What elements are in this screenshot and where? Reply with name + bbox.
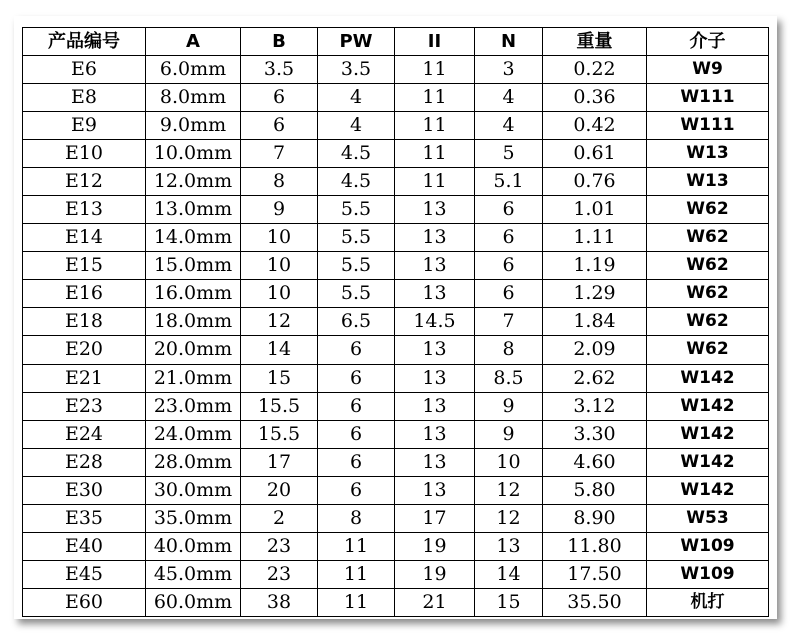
a-cell: 21.0mm: [146, 364, 241, 392]
pw-cell: 6: [318, 448, 395, 476]
b-cell: 10: [241, 224, 318, 252]
ii-cell: 13: [395, 196, 475, 224]
product-code-cell: E15: [23, 252, 146, 280]
a-cell: 16.0mm: [146, 280, 241, 308]
n-cell: 9: [475, 420, 543, 448]
table-row: [23, 140, 769, 168]
washer-cell: W13: [647, 140, 769, 168]
weight-cell: 3.12: [543, 392, 647, 420]
product-code-cell: E24: [23, 420, 146, 448]
ii-cell: 13: [395, 336, 475, 364]
ii-cell: 14.5: [395, 308, 475, 336]
product-code-cell: E23: [23, 392, 146, 420]
pw-cell: 6.5: [318, 308, 395, 336]
product-code-cell: E8: [23, 84, 146, 112]
b-cell: 15.5: [241, 392, 318, 420]
b-cell: 14: [241, 336, 318, 364]
washer-cell: W62: [647, 280, 769, 308]
washer-cell: W142: [647, 364, 769, 392]
b-cell: 6: [241, 112, 318, 140]
b-cell: 15.5: [241, 420, 318, 448]
n-cell: 3: [475, 56, 543, 84]
table-row: [23, 588, 769, 616]
pw-cell: 4: [318, 84, 395, 112]
pw-cell: 5.5: [318, 280, 395, 308]
b-cell: 17: [241, 448, 318, 476]
weight-cell: 1.11: [543, 224, 647, 252]
ii-cell: 11: [395, 112, 475, 140]
header-washer: 介子: [647, 28, 769, 56]
table-row: [23, 168, 769, 196]
washer-cell: W62: [647, 336, 769, 364]
weight-cell: 1.01: [543, 196, 647, 224]
weight-cell: 5.80: [543, 476, 647, 504]
pw-cell: 4.5: [318, 168, 395, 196]
ii-cell: 13: [395, 448, 475, 476]
product-code-cell: E10: [23, 140, 146, 168]
b-cell: 38: [241, 588, 318, 616]
product-code-cell: E12: [23, 168, 146, 196]
b-cell: 9: [241, 196, 318, 224]
n-cell: 12: [475, 504, 543, 532]
weight-cell: 0.61: [543, 140, 647, 168]
ii-cell: 11: [395, 168, 475, 196]
product-code-cell: E9: [23, 112, 146, 140]
table-body: [23, 56, 769, 617]
a-cell: 12.0mm: [146, 168, 241, 196]
pw-cell: 11: [318, 532, 395, 560]
pw-cell: 11: [318, 560, 395, 588]
spec-table: [22, 27, 769, 617]
header-a: A: [146, 28, 241, 56]
pw-cell: 11: [318, 588, 395, 616]
n-cell: 12: [475, 476, 543, 504]
a-cell: 20.0mm: [146, 336, 241, 364]
weight-cell: 2.62: [543, 364, 647, 392]
ii-cell: 13: [395, 392, 475, 420]
weight-cell: 35.50: [543, 588, 647, 616]
pw-cell: 3.5: [318, 56, 395, 84]
a-cell: 24.0mm: [146, 420, 241, 448]
a-cell: 14.0mm: [146, 224, 241, 252]
b-cell: 23: [241, 560, 318, 588]
weight-cell: 0.76: [543, 168, 647, 196]
a-cell: 30.0mm: [146, 476, 241, 504]
product-code-cell: E40: [23, 532, 146, 560]
washer-cell: W62: [647, 308, 769, 336]
table-row: [23, 112, 769, 140]
b-cell: 7: [241, 140, 318, 168]
ii-cell: 13: [395, 252, 475, 280]
b-cell: 23: [241, 532, 318, 560]
washer-cell: W142: [647, 392, 769, 420]
n-cell: 6: [475, 224, 543, 252]
weight-cell: 0.36: [543, 84, 647, 112]
washer-cell: W142: [647, 420, 769, 448]
b-cell: 8: [241, 168, 318, 196]
pw-cell: 8: [318, 504, 395, 532]
ii-cell: 21: [395, 588, 475, 616]
n-cell: 13: [475, 532, 543, 560]
b-cell: 10: [241, 280, 318, 308]
weight-cell: 1.29: [543, 280, 647, 308]
washer-cell: W9: [647, 56, 769, 84]
pw-cell: 6: [318, 476, 395, 504]
weight-cell: 8.90: [543, 504, 647, 532]
table-row: [23, 336, 769, 364]
a-cell: 15.0mm: [146, 252, 241, 280]
ii-cell: 13: [395, 420, 475, 448]
product-code-cell: E45: [23, 560, 146, 588]
table-row: [23, 252, 769, 280]
weight-cell: 17.50: [543, 560, 647, 588]
washer-cell: W109: [647, 560, 769, 588]
product-code-cell: E60: [23, 588, 146, 616]
washer-cell: W142: [647, 448, 769, 476]
pw-cell: 6: [318, 420, 395, 448]
pw-cell: 5.5: [318, 252, 395, 280]
product-code-cell: E18: [23, 308, 146, 336]
pw-cell: 6: [318, 364, 395, 392]
weight-cell: 0.22: [543, 56, 647, 84]
washer-cell: W111: [647, 112, 769, 140]
header-pw: PW: [318, 28, 395, 56]
a-cell: 10.0mm: [146, 140, 241, 168]
pw-cell: 6: [318, 336, 395, 364]
a-cell: 13.0mm: [146, 196, 241, 224]
ii-cell: 11: [395, 84, 475, 112]
table-row: [23, 420, 769, 448]
ii-cell: 17: [395, 504, 475, 532]
weight-cell: 1.84: [543, 308, 647, 336]
washer-cell: W13: [647, 168, 769, 196]
n-cell: 6: [475, 252, 543, 280]
washer-cell: W109: [647, 532, 769, 560]
table-row: [23, 196, 769, 224]
n-cell: 4: [475, 84, 543, 112]
product-code-cell: E28: [23, 448, 146, 476]
table-row: [23, 476, 769, 504]
table-row: [23, 308, 769, 336]
a-cell: 45.0mm: [146, 560, 241, 588]
washer-cell: W142: [647, 476, 769, 504]
product-code-cell: E35: [23, 504, 146, 532]
pw-cell: 5.5: [318, 196, 395, 224]
n-cell: 8.5: [475, 364, 543, 392]
pw-cell: 5.5: [318, 224, 395, 252]
b-cell: 2: [241, 504, 318, 532]
b-cell: 20: [241, 476, 318, 504]
header-product-code: 产品编号: [23, 28, 146, 56]
table-row: [23, 532, 769, 560]
washer-cell: W53: [647, 504, 769, 532]
n-cell: 9: [475, 392, 543, 420]
b-cell: 10: [241, 252, 318, 280]
n-cell: 6: [475, 280, 543, 308]
b-cell: 12: [241, 308, 318, 336]
header-ii: II: [395, 28, 475, 56]
table-row: [23, 560, 769, 588]
weight-cell: 4.60: [543, 448, 647, 476]
a-cell: 8.0mm: [146, 84, 241, 112]
weight-cell: 11.80: [543, 532, 647, 560]
table-row: [23, 364, 769, 392]
product-code-cell: E16: [23, 280, 146, 308]
header-n: N: [475, 28, 543, 56]
weight-cell: 1.19: [543, 252, 647, 280]
a-cell: 28.0mm: [146, 448, 241, 476]
ii-cell: 11: [395, 56, 475, 84]
product-code-cell: E14: [23, 224, 146, 252]
table-row: [23, 280, 769, 308]
header-row: [23, 28, 769, 56]
product-code-cell: E6: [23, 56, 146, 84]
pw-cell: 6: [318, 392, 395, 420]
ii-cell: 11: [395, 140, 475, 168]
product-code-cell: E21: [23, 364, 146, 392]
washer-cell: W62: [647, 196, 769, 224]
b-cell: 15: [241, 364, 318, 392]
table-row: [23, 504, 769, 532]
table-row: [23, 224, 769, 252]
a-cell: 40.0mm: [146, 532, 241, 560]
ii-cell: 19: [395, 532, 475, 560]
weight-cell: 3.30: [543, 420, 647, 448]
product-code-cell: E30: [23, 476, 146, 504]
washer-cell: W111: [647, 84, 769, 112]
a-cell: 60.0mm: [146, 588, 241, 616]
header-b: B: [241, 28, 318, 56]
table-row: [23, 84, 769, 112]
b-cell: 6: [241, 84, 318, 112]
table-row: [23, 392, 769, 420]
a-cell: 23.0mm: [146, 392, 241, 420]
table-row: [23, 56, 769, 84]
weight-cell: 0.42: [543, 112, 647, 140]
ii-cell: 13: [395, 476, 475, 504]
n-cell: 5: [475, 140, 543, 168]
n-cell: 15: [475, 588, 543, 616]
washer-cell: 机打: [647, 588, 769, 616]
n-cell: 6: [475, 196, 543, 224]
pw-cell: 4.5: [318, 140, 395, 168]
n-cell: 5.1: [475, 168, 543, 196]
product-code-cell: E20: [23, 336, 146, 364]
washer-cell: W62: [647, 224, 769, 252]
n-cell: 14: [475, 560, 543, 588]
a-cell: 35.0mm: [146, 504, 241, 532]
a-cell: 6.0mm: [146, 56, 241, 84]
washer-cell: W62: [647, 252, 769, 280]
weight-cell: 2.09: [543, 336, 647, 364]
n-cell: 4: [475, 112, 543, 140]
header-weight: 重量: [543, 28, 647, 56]
ii-cell: 13: [395, 280, 475, 308]
a-cell: 18.0mm: [146, 308, 241, 336]
ii-cell: 13: [395, 364, 475, 392]
a-cell: 9.0mm: [146, 112, 241, 140]
pw-cell: 4: [318, 112, 395, 140]
ii-cell: 13: [395, 224, 475, 252]
b-cell: 3.5: [241, 56, 318, 84]
product-code-cell: E13: [23, 196, 146, 224]
n-cell: 10: [475, 448, 543, 476]
n-cell: 8: [475, 336, 543, 364]
n-cell: 7: [475, 308, 543, 336]
table-row: [23, 448, 769, 476]
ii-cell: 19: [395, 560, 475, 588]
